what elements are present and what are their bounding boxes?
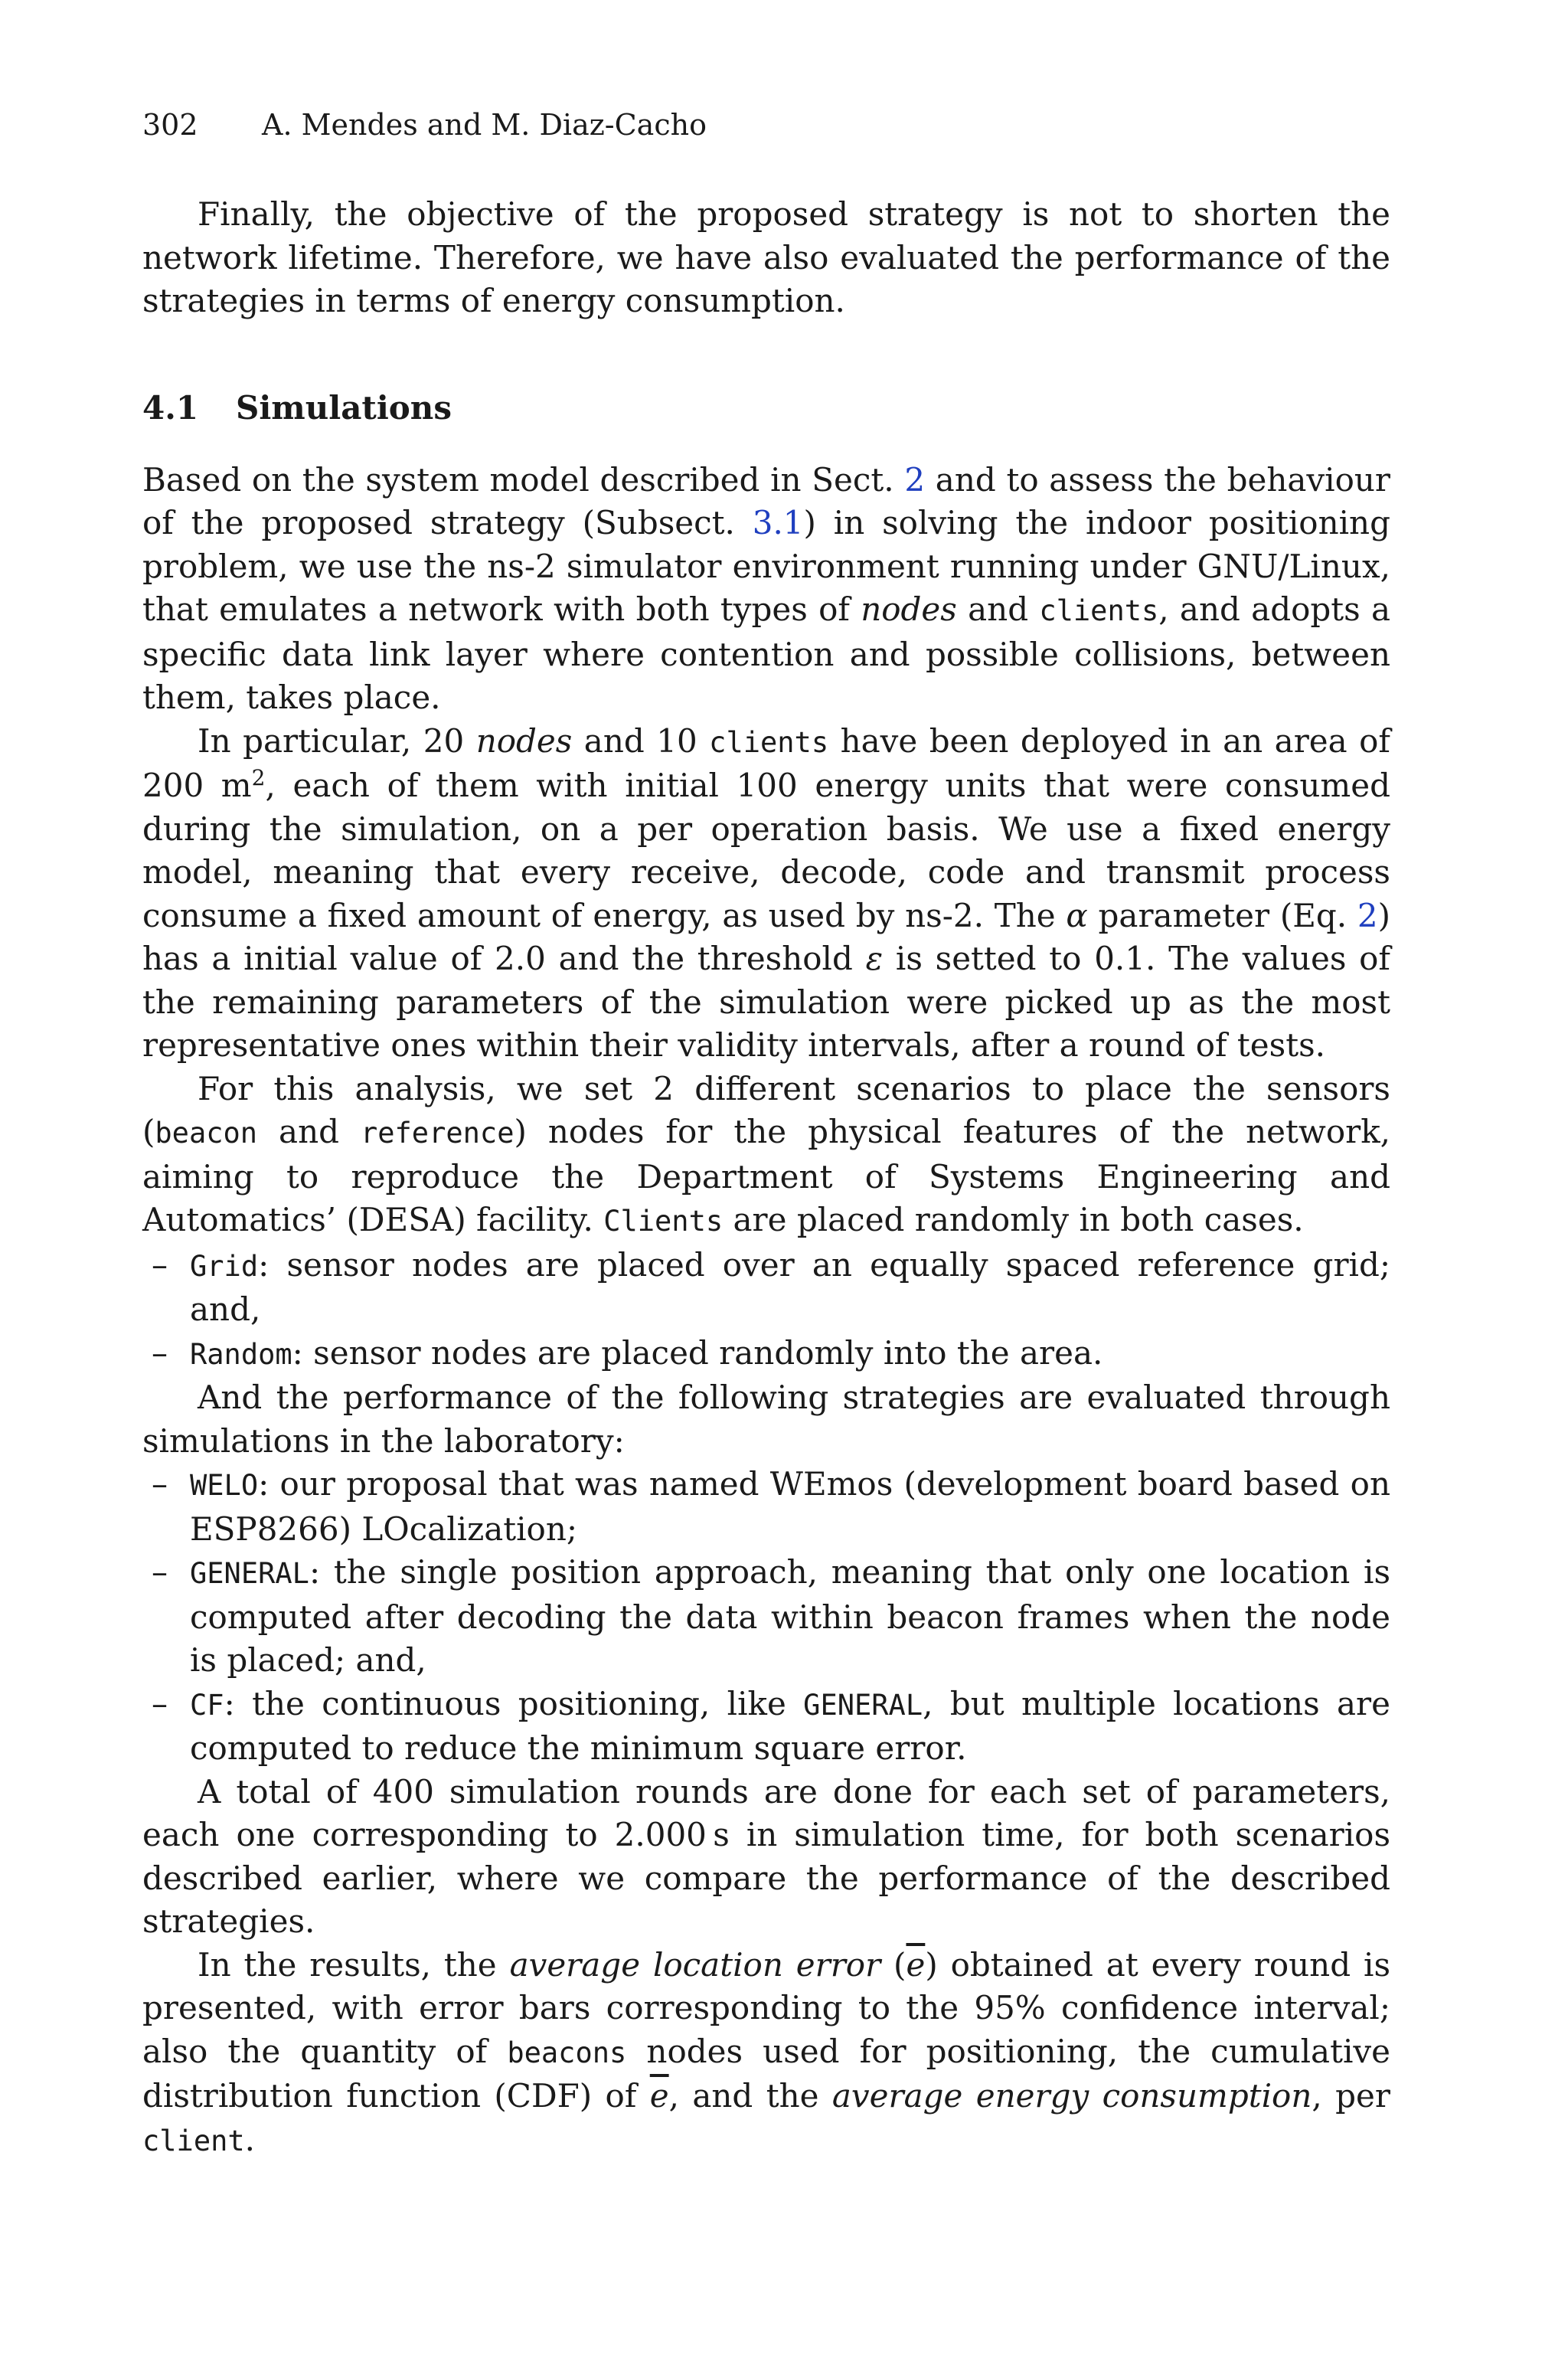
section-heading [142,387,1390,430]
strategy-list [142,1463,1390,1771]
page [142,106,1390,2163]
paragraph-strategies-intro: And the performance of the following strategies are evaluated through simulations in the laboratory: [142,1379,1390,1460]
page-number: 302 [142,108,198,142]
paragraph-results: In the results, the average location error $(\overline{e})$ obtained at every round is presented, with error bars corresponding to the 95% confidence interval; also the quantity of beacons nodes used for positioning, the cumulative distribution function (CDF) of $\overline{e}$, and the average energy consumption, per client. [142,1945,1391,2158]
paragraph-rounds: A total of 400 simulation rounds are done for each set of parameters, each one corresponding to 2.000 s in simulation time, for both scenarios described earlier, where we compare the performance of the described strategies. [142,1772,1390,1940]
running-header [142,106,1390,144]
scenario-list [142,1244,1390,1377]
section-number: 4.1 [142,388,199,427]
intro-paragraph: Finally, the objective of the proposed strategy is not to shorten the network lifetime. Therefore, we have also evaluated the performance of the strategies in terms of energy consumption. [142,195,1390,319]
paragraph-system-model: Based on the system model described in Sect. 2 and to assess the behaviour of the proposed strategy (Subsect. 3.1) in solving the indoor positioning problem, we use the ns-2 simulator environment running under GNU/Linux, that emulates a network with both types of nodes and clients, and adopts a specific data link layer where contention and possible collisions, between them, takes place. [142,460,1390,716]
ref-subsect-link[interactable]: 3.1 [752,504,804,541]
section-title: Simulations [236,388,452,427]
list-item: – CF: the continuous positioning, like GENERAL, but multiple locations are computed to reduce the minimum square error. [152,1684,1390,1767]
list-item: – Grid: sensor nodes are placed over an equally spaced reference grid; and, [152,1245,1390,1328]
list-item: – WELO: our proposal that was named WEmos (development board based on ESP8266) LOcalization; [152,1465,1390,1548]
paragraph-scenarios: For this analysis, we set 2 different scenarios to place the sensors (beacon and reference) nodes for the physical features of the network, aiming to reproduce the Department of Systems Engineering and Automatics’ (DESA) facility. Clients are placed randomly in both cases. [142,1069,1390,1238]
list-item: – GENERAL: the single position approach, meaning that only one location is computed after decoding the data within beacon frames when the node is placed; and, [152,1553,1390,1679]
running-authors: A. Mendes and M. Diaz-Cacho [262,108,707,142]
list-item: – Random: sensor nodes are placed randomly into the area. [152,1333,1103,1372]
ref-sect-link[interactable]: 2 [904,460,926,499]
paragraph-deployment: In particular, 20 nodes and 10 clients have been deployed in an area of 200 $m^2$, each of them with initial 100 energy units that were consumed during the simulation, on a per operation basis. We use a fixed energy model, meaning that every receive, decode, code and transmit process consume a fixed amount of energy, as used by ns-2. The α parameter (Eq. 2) has a initial value of 2.0 and the threshold ε is setted to 0.1. The values of the remaining parameters of the simulation were picked up as the most representative ones within their validity intervals, after a round of tests. [142,721,1390,1064]
ref-eq-link[interactable]: 2 [1357,896,1378,934]
